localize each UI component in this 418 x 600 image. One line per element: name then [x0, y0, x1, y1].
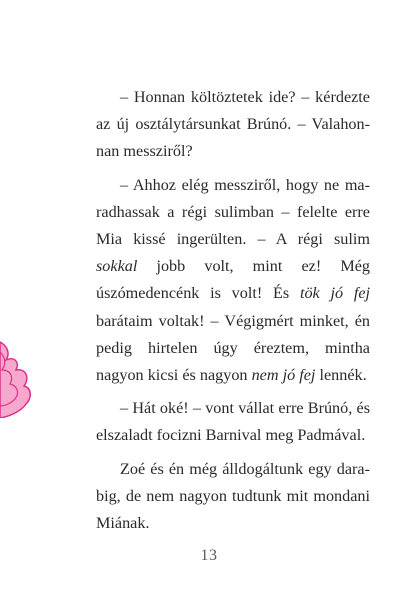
italic-text: sokkal: [96, 257, 138, 276]
page-number: 13: [200, 547, 218, 564]
body-text: [96, 84, 370, 537]
paragraph: [96, 84, 370, 166]
italic-text: nem jó fej: [251, 366, 316, 385]
text-run: barátaim voltak! – Végigmért minket, én pedig hirtelen úgy éreztem, mintha nagyon kicsi és nagyon: [96, 311, 370, 385]
text-run: jobb volt, mint ez! Még úszómedencénk is volt! És: [96, 257, 370, 303]
paragraph: [96, 395, 370, 449]
paragraph: [96, 456, 370, 538]
paragraph: [96, 172, 370, 390]
text-run: lennék.: [315, 366, 367, 385]
pink-flame-icon: [0, 336, 34, 418]
text-run: – Hát oké! – vont vállat erre Brúnó, és elszaladt focizni Barnival meg Padmával.: [96, 399, 370, 445]
italic-text: tök jó fej: [299, 284, 371, 303]
flame-shape: [0, 342, 30, 418]
text-run: – Ahhoz elég messziről, hogy ne maradhassak a régi sulimban – felelte erre Mia kissé ingerülten. – A régi sulim: [96, 175, 370, 249]
text-run: – Honnan költöztetek ide? – kérdezte az új osztálytársunkat Brúnó. – Valahonnan messziről?: [96, 88, 370, 161]
text-run: Zoé és én még álldogáltunk egy darabig, de nem nagyon tudtunk mit mondani Miának.: [96, 459, 370, 533]
